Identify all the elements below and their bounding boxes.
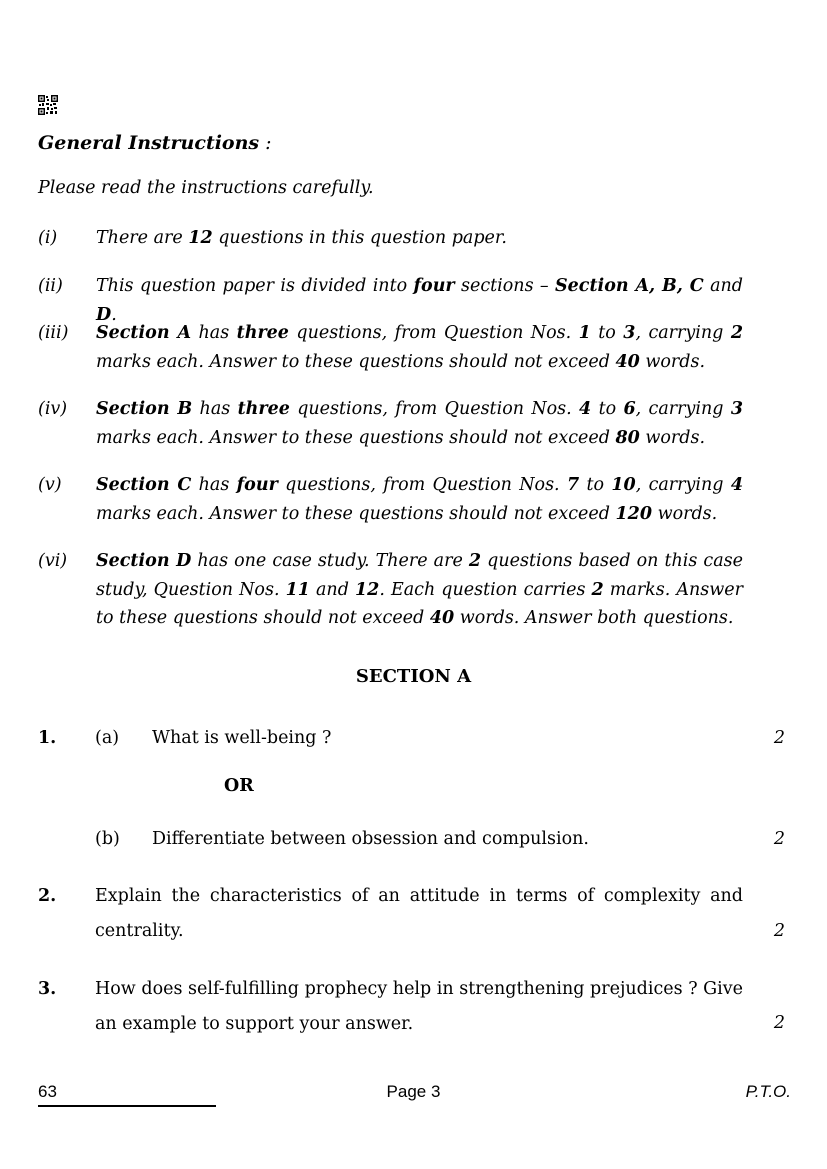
instruction-text: Section C has four questions, from Question Nos. 7 to 10, carrying 4 marks each. Answer to these questions should not exceed 120 words. bbox=[96, 475, 743, 524]
marks: 2 bbox=[773, 921, 785, 941]
instruction-item bbox=[38, 395, 743, 452]
page-number: Page 3 bbox=[386, 1082, 441, 1101]
instruction-item bbox=[38, 471, 743, 528]
paper-code: 63 bbox=[38, 1082, 57, 1101]
or-divider: OR bbox=[224, 776, 254, 796]
sub-question-label: (a) bbox=[95, 728, 120, 748]
marks: 2 bbox=[773, 1013, 785, 1033]
instruction-number: (i) bbox=[38, 228, 58, 248]
question-text: What is well-being ? bbox=[152, 728, 332, 748]
sub-question-label: (b) bbox=[95, 829, 120, 849]
marks: 2 bbox=[773, 728, 785, 748]
general-instructions-heading bbox=[38, 132, 272, 154]
question-text: How does self-fulfilling prophecy help in strengthening prejudices ? Give an example to support your answer. bbox=[95, 979, 743, 1034]
instruction-text: Section D has one case study. There are 2 questions based on this case study, Question Nos. 11 and 12. Each question carries 2 marks. Answer to these questions should not exceed 40 words. Answer both questions. bbox=[96, 551, 743, 628]
question-number: 1. bbox=[38, 728, 57, 748]
footer-rule bbox=[38, 1105, 216, 1107]
instruction-number: (ii) bbox=[38, 276, 63, 296]
instruction-number: (v) bbox=[38, 475, 62, 495]
question-number: 3. bbox=[38, 979, 57, 999]
instruction-number: (vi) bbox=[38, 551, 68, 571]
please-turn-over: P.T.O. bbox=[745, 1082, 791, 1101]
instruction-number: (iii) bbox=[38, 323, 69, 343]
instruction-text: There are 12 questions in this question paper. bbox=[96, 228, 507, 248]
general-instructions-title: General Instructions bbox=[38, 132, 260, 154]
instruction-text: Section A has three questions, from Question Nos. 1 to 3, carrying 2 marks each. Answer to these questions should not exceed 40 words. bbox=[96, 323, 743, 372]
question-number: 2. bbox=[38, 886, 57, 906]
question-text: Explain the characteristics of an attitude in terms of complexity and centrality. bbox=[95, 886, 743, 941]
instruction-item bbox=[38, 224, 743, 253]
marks: 2 bbox=[773, 829, 785, 849]
section-heading: SECTION A bbox=[355, 666, 472, 687]
instruction-item bbox=[38, 547, 743, 633]
instruction-text: Section B has three questions, from Question Nos. 4 to 6, carrying 3 marks each. Answer to these questions should not exceed 80 words. bbox=[96, 399, 743, 448]
instructions-intro: Please read the instructions carefully. bbox=[38, 178, 374, 198]
question-text: Differentiate between obsession and compulsion. bbox=[152, 829, 589, 849]
qr-code-icon bbox=[38, 95, 58, 115]
title-colon: : bbox=[259, 132, 272, 154]
instruction-text: This question paper is divided into four sections – Section A, B, C and D. bbox=[96, 276, 743, 325]
instruction-number: (iv) bbox=[38, 399, 68, 419]
instruction-item bbox=[38, 319, 743, 376]
